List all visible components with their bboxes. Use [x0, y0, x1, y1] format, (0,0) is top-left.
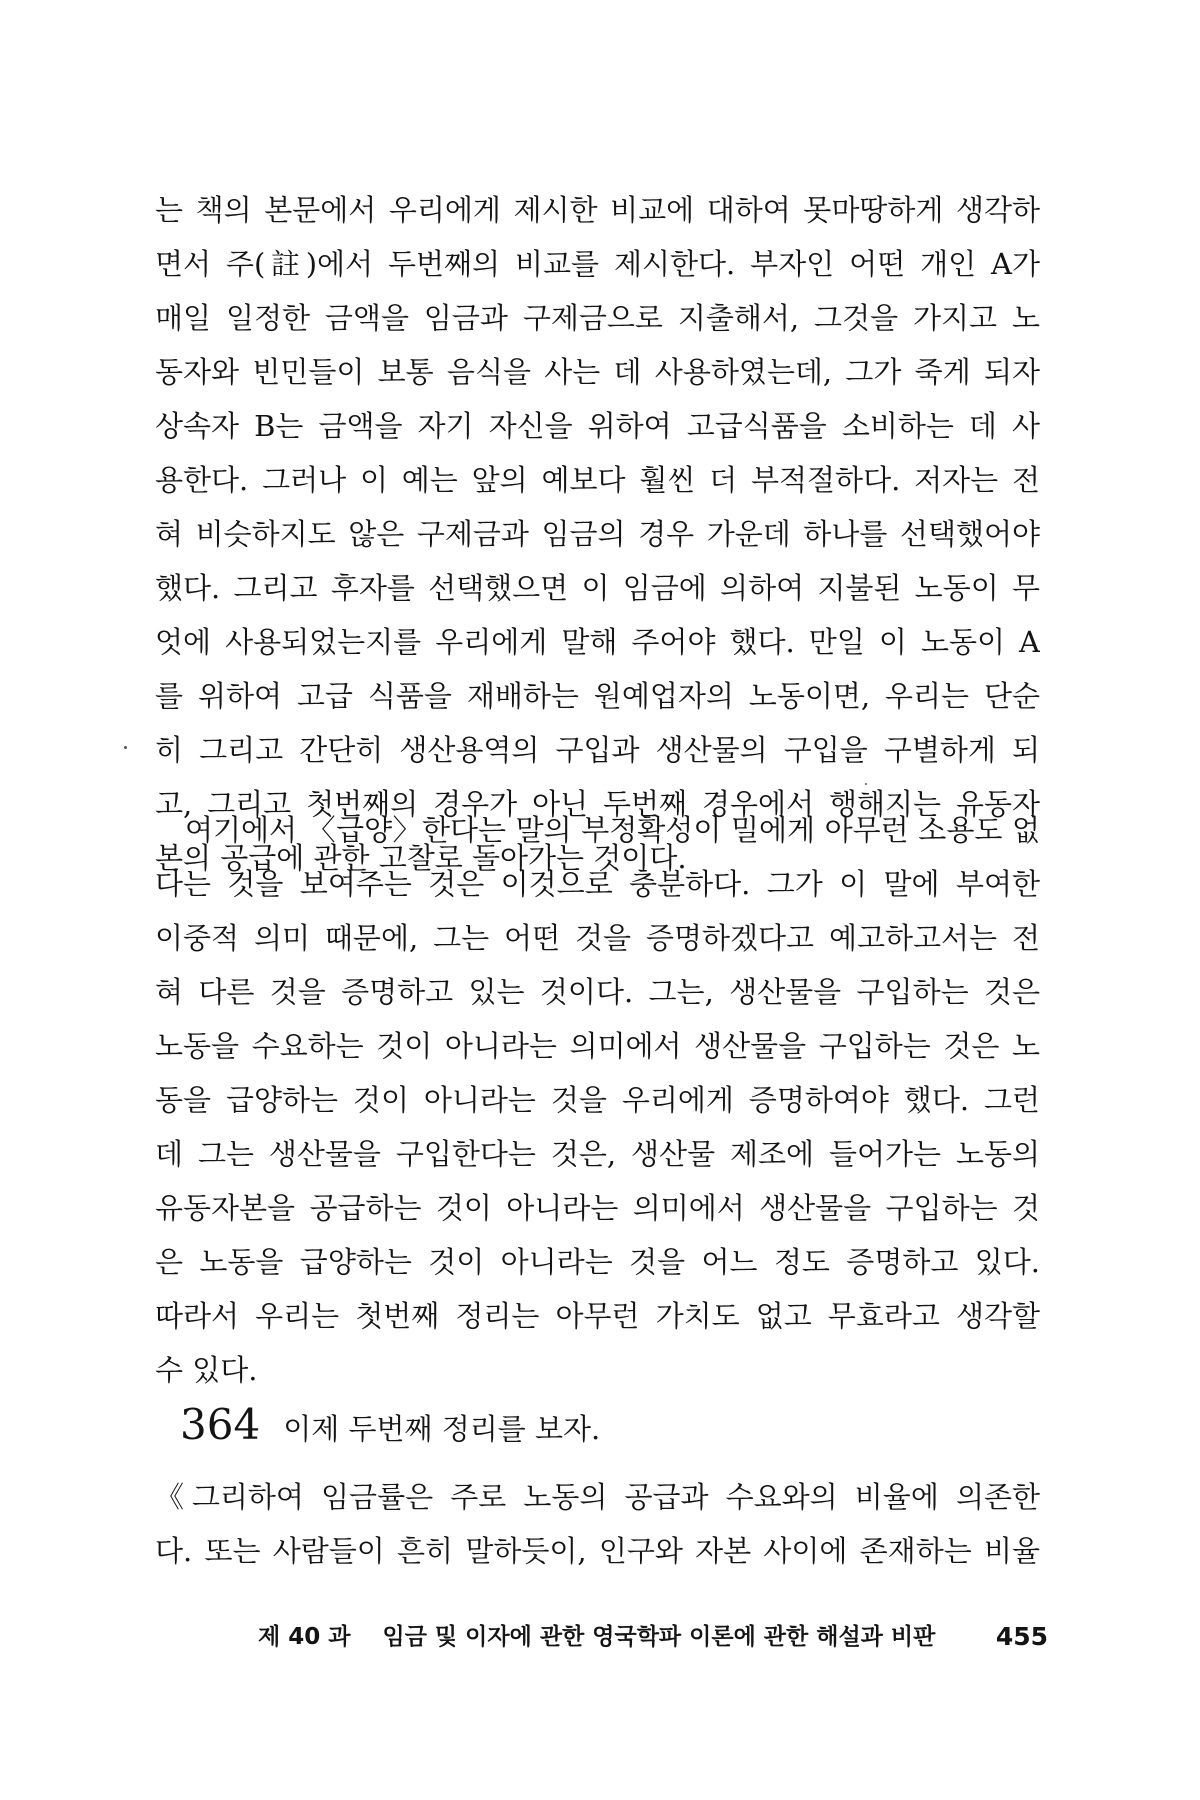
text-line: 매일 일정한 금액을 임금과 구제금으로 지출해서, 그것을 가지고 노 — [155, 301, 1040, 335]
text-line: 유동자본을 공급하는 것이 아니라는 의미에서 생산물을 구입하는 것 — [155, 1191, 1040, 1225]
text-line: 는 책의 본문에서 우리에게 제시한 비교에 대하여 못마땅하게 생각하 — [155, 193, 1040, 227]
text-line: 데 그는 생산물을 구입한다는 것은, 생산물 제조에 들어가는 노동의 — [155, 1137, 1040, 1171]
text-line: 여기에서 〈급양〉한다는 말의 부정확성이 밀에게 아무런 소용도 없 — [185, 813, 1040, 847]
stray-ink-dot — [124, 746, 127, 749]
paragraph-2 — [155, 803, 1040, 1397]
text-line: 히 그리고 간단히 생산용역의 구입과 생산물의 구입을 구별하게 되 — [155, 733, 1040, 767]
text-line: 수 있다. — [155, 1353, 258, 1387]
text-line: 다는 것을 보여주는 것은 이것으로 충분하다. 그가 이 말에 부여한 — [155, 867, 1040, 901]
text-line: 상속자 B는 금액을 자기 자신을 위하여 고급식품을 소비하는 데 사 — [155, 409, 1040, 443]
text-line: 본의 공급에 관한 고찰로 돌아가는 것이다. — [155, 841, 687, 875]
text-line: 노동을 수요하는 것이 아니라는 의미에서 생산물을 구입하는 것은 노 — [155, 1029, 1040, 1063]
text-line: 따라서 우리는 첫번째 정리는 아무런 가치도 없고 무효라고 생각할 — [155, 1299, 1040, 1333]
stray-ink-dot — [865, 783, 867, 785]
running-footer — [258, 1617, 1048, 1657]
text-line: 고, 그리고 첫번째의 경우가 아닌 두번째 경우에서 행해지는 유동자 — [155, 787, 1040, 821]
text-line: 다. 또는 사람들이 흔히 말하듯이, 인구와 자본 사이에 존재하는 비율 — [155, 1534, 1040, 1568]
section-heading — [180, 1390, 600, 1460]
text-line: 엇에 사용되었는지를 우리에게 말해 주어야 했다. 만일 이 노동이 A — [155, 625, 1040, 659]
text-line: 면서 주(註)에서 두번째의 비교를 제시한다. 부자인 어떤 개인 A가 — [155, 247, 1040, 281]
text-line: 동을 급양하는 것이 아니라는 것을 우리에게 증명하여야 했다. 그런 — [155, 1083, 1040, 1117]
text-line: 은 노동을 급양하는 것이 아니라는 것을 어느 정도 증명하고 있다. — [155, 1245, 1040, 1279]
paragraph-3 — [155, 1470, 1040, 1578]
section-number: 364 — [180, 1400, 261, 1449]
text-line: 했다. 그리고 후자를 선택했으면 이 임금에 의하여 지불된 노동이 무 — [155, 571, 1040, 605]
footer-title: 임금 및 이자에 관한 영국학파 이론에 관한 해설과 비판 — [382, 1624, 936, 1650]
text-line: 를 위하여 고급 식품을 재배하는 원예업자의 노동이면, 우리는 단순 — [155, 679, 1040, 713]
text-line: 동자와 빈민들이 보통 음식을 사는 데 사용하였는데, 그가 죽게 되자 — [155, 355, 1040, 389]
text-line: 이중적 의미 때문에, 그는 어떤 것을 증명하겠다고 예고하고서는 전 — [155, 921, 1040, 955]
text-line: 용한다. 그러나 이 예는 앞의 예보다 훨씬 더 부적절하다. 저자는 전 — [155, 463, 1040, 497]
page-number: 455 — [995, 1622, 1048, 1651]
text-line: 혀 다른 것을 증명하고 있는 것이다. 그는, 생산물을 구입하는 것은 — [155, 975, 1040, 1009]
text-line: 《그리하여 임금률은 주로 노동의 공급과 수요와의 비율에 의존한 — [155, 1480, 1040, 1514]
text-line: 혀 비슷하지도 않은 구제금과 임금의 경우 가운데 하나를 선택했어야 — [155, 517, 1040, 551]
paragraph-1 — [155, 183, 1040, 885]
section-title: 이제 두번째 정리를 보자. — [283, 1412, 601, 1446]
footer-lesson: 제 40 과 — [258, 1624, 351, 1650]
